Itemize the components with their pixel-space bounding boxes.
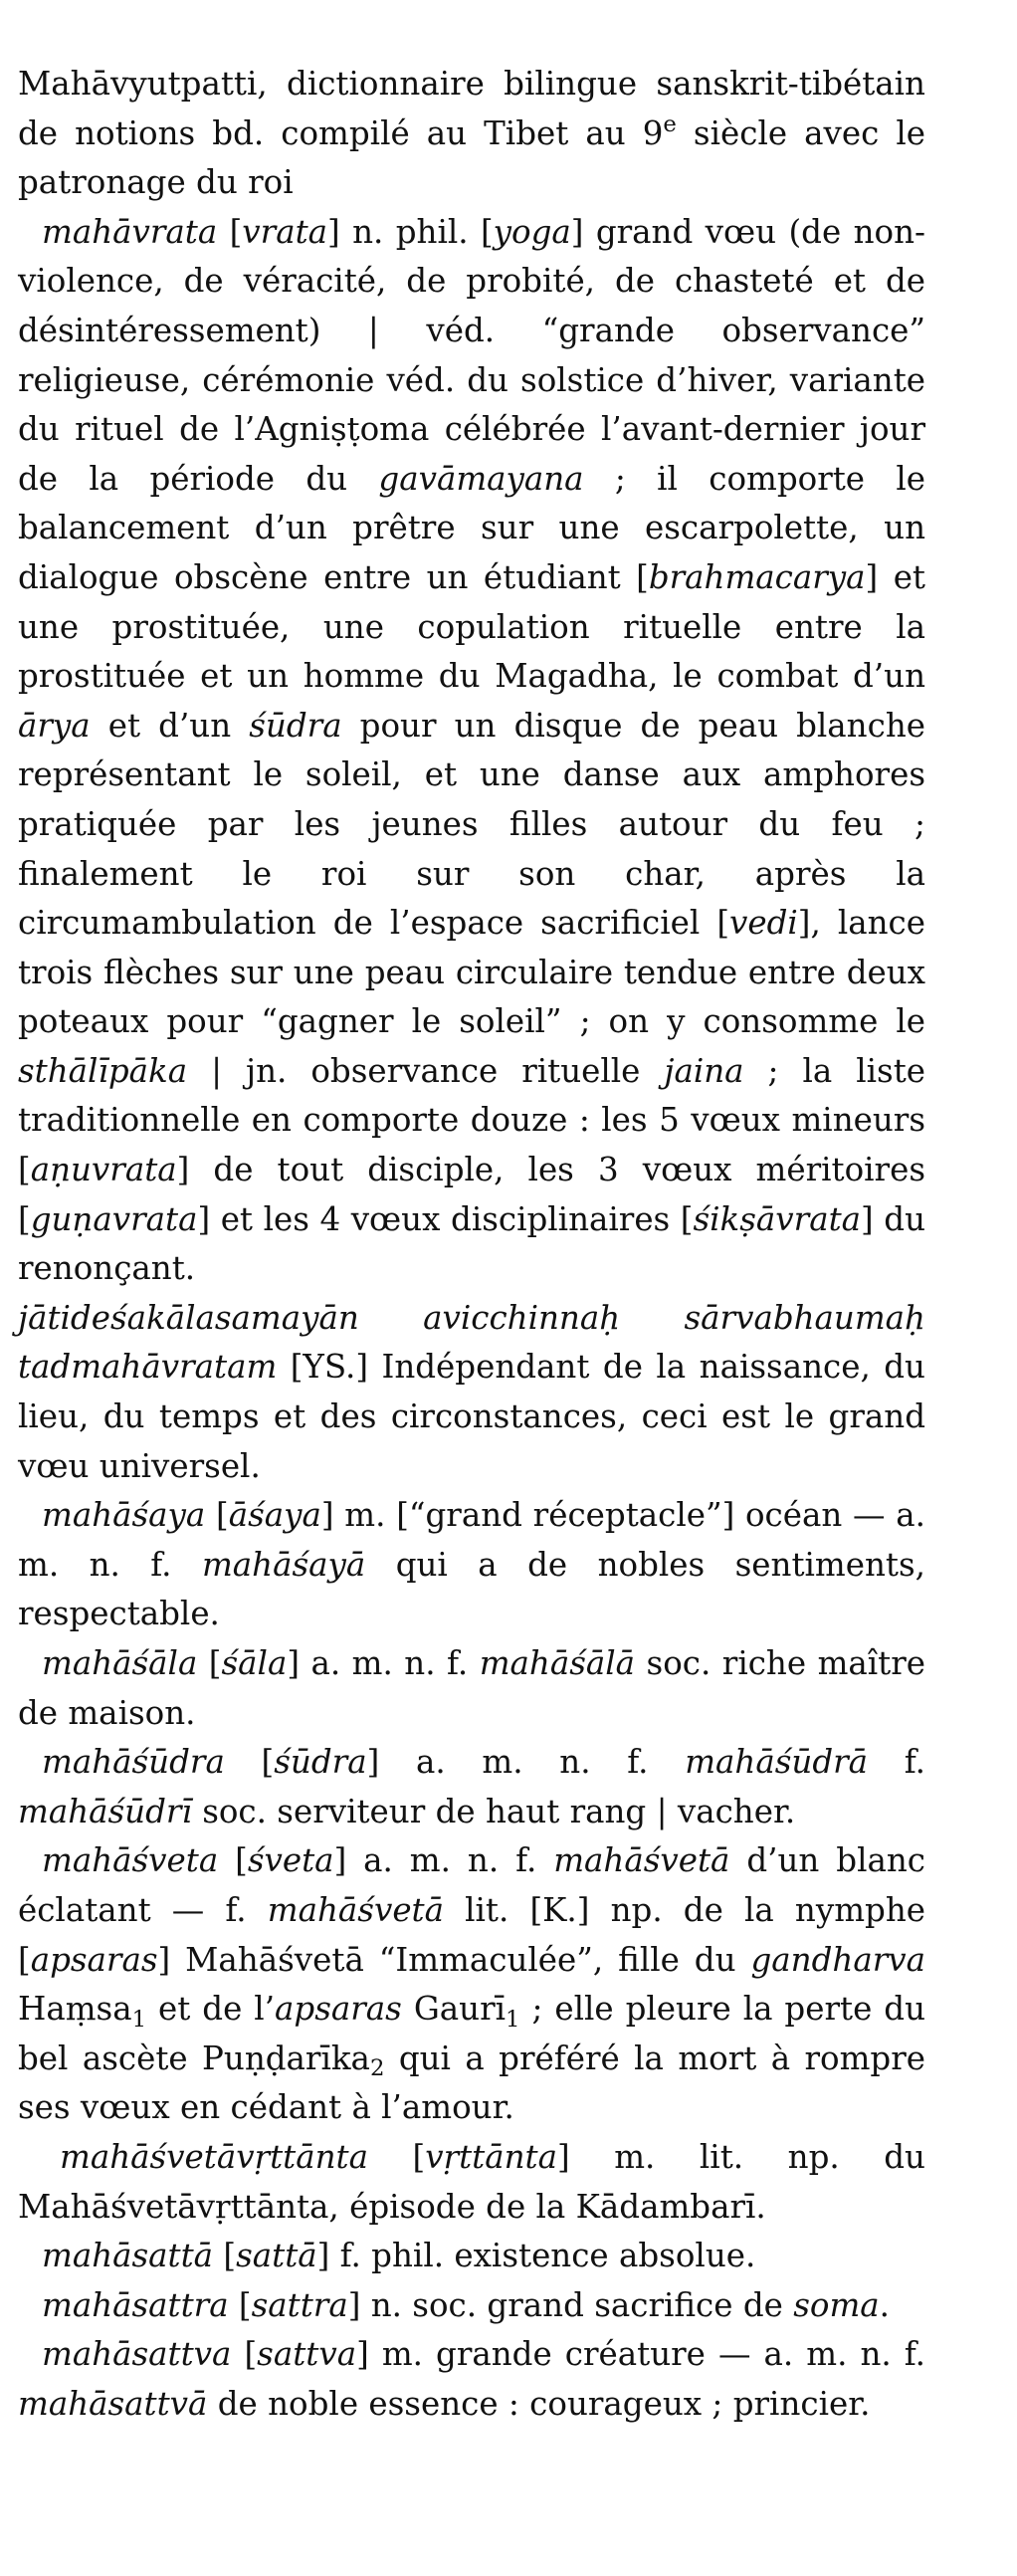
italic-term: mahāśveta [42,1841,219,1880]
italic-term: śūdra [249,706,342,745]
entry-text: ] a. m. n. f. [366,1743,686,1782]
italic-term: guṇavrata [30,1199,198,1238]
entry-text: lit. [K.] np. de la nymphe [ [18,1890,925,1979]
italic-term: mahāsattva [42,2335,232,2374]
dictionary-entry [18,60,925,208]
italic-term: sthālīpāka [18,1051,188,1090]
entry-text: [ [197,1644,222,1682]
entry-text: ] m. lit. np. du Mahāśvetāvṛttānta, épisode de la Kādambarī. [18,2137,925,2226]
italic-term: mahāsattra [42,2285,229,2324]
italic-term: vedi [729,904,798,943]
italic-term: yoga [493,212,571,251]
entry-text: ] m. [“grand réceptacle”] océan — a. m. n. f. [18,1496,925,1584]
italic-term: mahāśūdrī [18,1792,192,1830]
dictionary-entry [18,208,925,1294]
entry-text: Gaurī [401,1990,507,2029]
entry-text: ] n. soc. grand sacrifice de [347,2285,794,2324]
subscript-number: 1 [131,2006,147,2033]
italic-term: mahāśvetā [267,1890,444,1929]
italic-term: sattā [236,2237,317,2275]
dictionary-entry [18,1738,925,1836]
italic-term: mahāsattvā [18,2384,208,2423]
entry-text: [ [367,2137,426,2176]
entry-text: de noble essence : courageux ; princier. [207,2384,871,2423]
italic-term: śāla [221,1644,288,1682]
entry-text: soc. riche maître de maison. [18,1644,925,1732]
entry-text: ] et les 4 vœux disciplinaires [ [197,1199,694,1238]
entry-text: ] du renonçant. [18,1199,926,1288]
italic-term: vrata [242,212,328,251]
entry-text: qui a de nobles sentiments, respectable. [18,1545,925,1633]
italic-term: śikṣāvrata [693,1199,862,1238]
italic-term: gandharva [750,1940,925,1979]
italic-term: mahāvrata [42,212,218,251]
dictionary-entry [18,2281,925,2331]
italic-term: ārya [18,706,91,745]
entry-text: ] a. m. n. f. [287,1644,480,1682]
dictionary-entry [18,1639,925,1738]
dictionary-entry [18,2330,925,2429]
italic-term: apsaras [275,1990,402,2029]
entry-text: . [879,2285,890,2324]
italic-term: mahāśālā [479,1644,636,1682]
dictionary-entry [18,2133,925,2232]
entry-text: Haṃsa [18,1990,132,2029]
subscript-number: 2 [369,2055,385,2082]
italic-term: vṛttānta [425,2137,557,2176]
dictionary-entry [18,1294,925,1491]
entry-text: et de l’ [146,1990,276,2029]
entry-text: ; la liste traditionnelle en comporte douze : les 5 vœux mineurs [ [18,1051,925,1189]
italic-term: brahmacarya [648,557,866,596]
italic-term: mahāśvetā [553,1841,730,1880]
dictionary-page [18,60,925,2430]
entry-text: soc. serviteur de haut rang | vacher. [191,1792,796,1830]
entry-text: ] f. phil. existence absolue. [316,2237,756,2275]
entry-text: ], lance trois flèches sur une peau circulaire tendue entre deux poteaux pour “gagner le soleil” ; on y consomme le [18,904,925,1041]
entry-text: [ [224,1743,275,1782]
entry-text: [ [218,1841,248,1880]
italic-term: gavāmayana [378,459,584,498]
entry-text: ] Mahāśvetā “Immaculée”, fille du [157,1940,751,1979]
entry-text: d’un blanc éclatant — f. [18,1841,926,1929]
italic-term: mahāśāla [42,1644,198,1682]
subscript-number: 1 [506,2006,520,2033]
italic-term: mahāśūdra [42,1743,225,1782]
italic-term: jaina [664,1051,744,1090]
entry-text: [ [213,2237,237,2275]
italic-term: śūdra [274,1743,367,1782]
dictionary-entry [18,1836,925,2133]
entry-text: ; il comporte le balancement d’un prêtre sur une escarpolette, un dialogue obscène entre un étudiant [ [18,459,925,596]
italic-term: sattva [257,2335,357,2374]
entry-text: ] et une prostituée, une copulation rituelle entre la prostituée et un homme du Magadha, le combat d’un [18,557,925,696]
entry-text: f. [868,1743,925,1782]
entry-text: Mahāvyutpatti, dictionnaire bilingue sanskrit-tibétain de notions bd. compilé au Tibet au 9 [18,65,925,152]
italic-term: mahāśayā [201,1545,366,1584]
entry-text: [YS.] Indépendant de la naissance, du lieu, du temps et des circonstances, ceci est le grand vœu universel. [18,1348,925,1485]
entry-text: ; elle pleure la perte du bel ascète Puṇḍarīka [18,1990,925,2077]
italic-term: jātideśakālasamayān avicchinnaḥ sārvabhaumaḥ tadmahāvratam [18,1298,925,1387]
entry-text: et d’un [90,706,250,745]
entry-text: | jn. observance rituelle [187,1051,665,1090]
dictionary-entry [18,1491,925,1639]
italic-term: mahāśaya [42,1496,206,1535]
entry-text: [ [228,2285,252,2324]
entry-text: [ [231,2335,258,2374]
entry-text: [ [205,1496,229,1535]
entry-text: siècle avec le patronage du roi [18,113,925,202]
superscript-text: e [663,111,677,138]
entry-text: ] a. m. n. f. [333,1841,554,1880]
entry-text: [ [217,212,243,251]
italic-term: āśaya [228,1496,321,1535]
entry-text: ] de tout disciple, les 3 vœux méritoires [ [18,1151,925,1238]
italic-term: mahāśūdrā [685,1743,869,1782]
italic-term: soma [793,2285,880,2324]
italic-term: aṇuvrata [30,1151,177,1189]
italic-term: mahāśvetāvṛttānta [60,2137,368,2176]
italic-term: apsaras [30,1940,158,1979]
entry-text: ] grand vœu (de non-violence, de véracité, de probité, de chasteté et de désintéressement) | véd. “grande observance” religieuse, cérémonie véd. du solstice d’hiver, variante du rituel de l’Agniṣṭoma célébrée l’avant-dernier jour de la période du [18,212,926,498]
entry-text: qui a préféré la mort à rompre ses vœux en cédant à l’amour. [18,2039,925,2127]
entry-text: ] m. grande créature — a. m. n. f. [356,2335,926,2374]
italic-term: śveta [247,1841,334,1880]
italic-term: mahāsattā [42,2237,214,2275]
entry-text: pour un disque de peau blanche représentant le soleil, et une danse aux amphores pratiquée par les jeunes filles autour du feu ; finalement le roi sur son char, après la circumambulation de l’espace sacrificiel [ [18,706,925,943]
entry-text: ] n. phil. [ [327,212,494,251]
italic-term: sattra [251,2285,348,2324]
dictionary-entry [18,2232,925,2281]
